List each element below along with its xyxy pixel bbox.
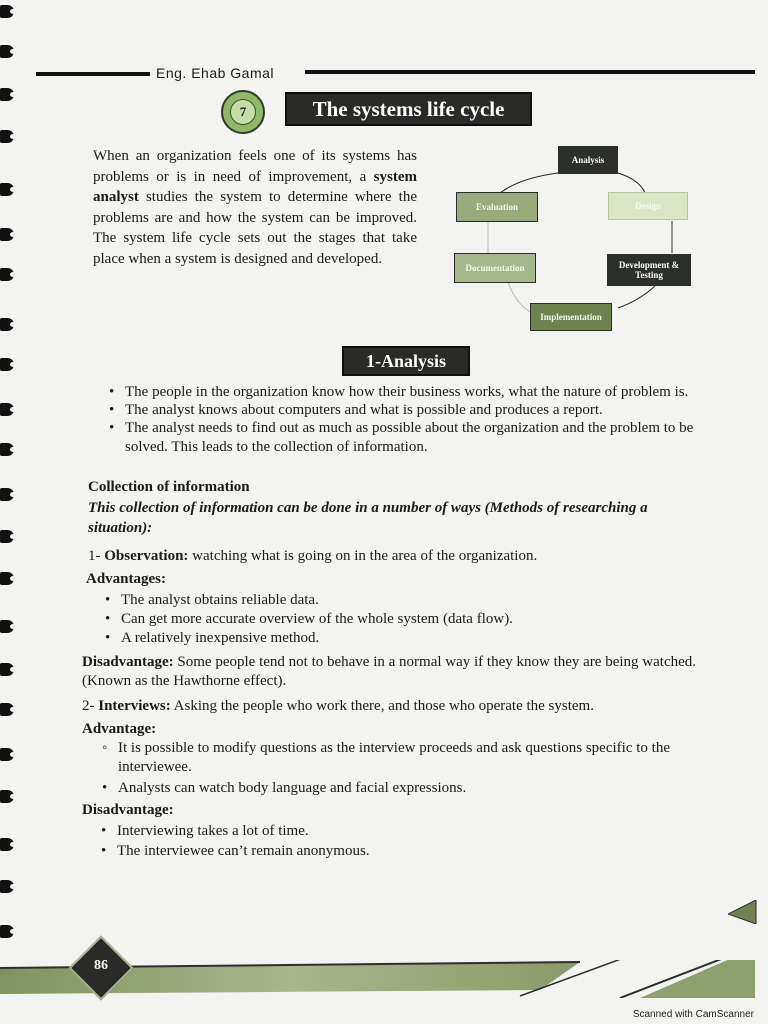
chapter-number: 7 [230,99,256,125]
list-item: • The interviewee can’t remain anonymous. [101,841,661,861]
stage-evaluation: Evaluation [456,192,538,222]
observation-disadvantage: Disadvantage: Some people tend not to behave in a normal way if they know they are being watched. (Known as the Hawthorne effect). [82,654,697,689]
list-item: • A relatively inexpensive method. [105,629,665,648]
intro-paragraph: When an organization feels one of its systems has problems or is in need of improvement, a system analyst studies the system to determine where the problems are and how the system can be improved. The system life cycle sets out the stages that take place when a system is designed and developed. [93,148,417,267]
list-item: • Analysts can watch body language and facial expressions. [102,779,727,798]
page-title: The systems life cycle [285,92,532,126]
interviews-advantage-heading: Advantage: [82,721,157,737]
list-item: ◦ It is possible to modify questions as the interview proceeds and ask questions specific to the interviewee. [102,739,727,777]
list-item: • Can get more accurate overview of the whole system (data flow). [105,610,665,629]
corner-ornament [728,900,758,924]
page-number: 86 [94,958,108,973]
list-item: • The analyst obtains reliable data. [105,591,665,610]
observation-heading: 1- Observation: watching what is going on in the area of the organization. [88,548,538,564]
life-cycle-diagram [440,140,710,340]
analysis-bullets [109,383,709,456]
list-item: • The people in the organization know how their business works, what the nature of problem is. [109,383,709,401]
interviews-advantages-more [102,779,727,798]
spiral-binding [0,0,26,1000]
interviews-heading: 2- Interviews: Asking the people who work there, and those who operate the system. [82,698,594,714]
list-item: • Interviewing takes a lot of time. [101,821,661,841]
scanner-watermark: Scanned with CamScanner [632,1009,754,1020]
stage-documentation: Documentation [454,253,536,283]
stage-analysis: Analysis [558,146,618,174]
interviews-disadvantages [101,821,661,861]
observation-advantages [105,591,665,648]
section-title: 1-Analysis [342,346,470,376]
collection-intro: This collection of information can be done in a number of ways (Methods of researching a situation): [88,500,648,536]
stage-development-testing: Development & Testing [607,254,691,286]
stage-design: Design [608,192,688,220]
observation-advantages-heading: Advantages: [86,571,167,587]
list-item: • The analyst knows about computers and what is possible and produces a report. [109,401,709,419]
header-rule-left [36,72,150,76]
header-rule-right [305,70,755,74]
interviews-disadvantage-heading: Disadvantage: [82,802,174,818]
collection-heading: Collection of information [88,479,250,495]
header-author: Eng. Ehab Gamal [156,65,275,81]
list-item: • The analyst needs to find out as much as possible about the organization and the problem to be solved. This leads to the collection of information. [109,419,709,455]
stage-implementation: Implementation [530,303,612,331]
interviews-advantages [102,739,727,777]
chapter-number-badge [221,90,265,134]
